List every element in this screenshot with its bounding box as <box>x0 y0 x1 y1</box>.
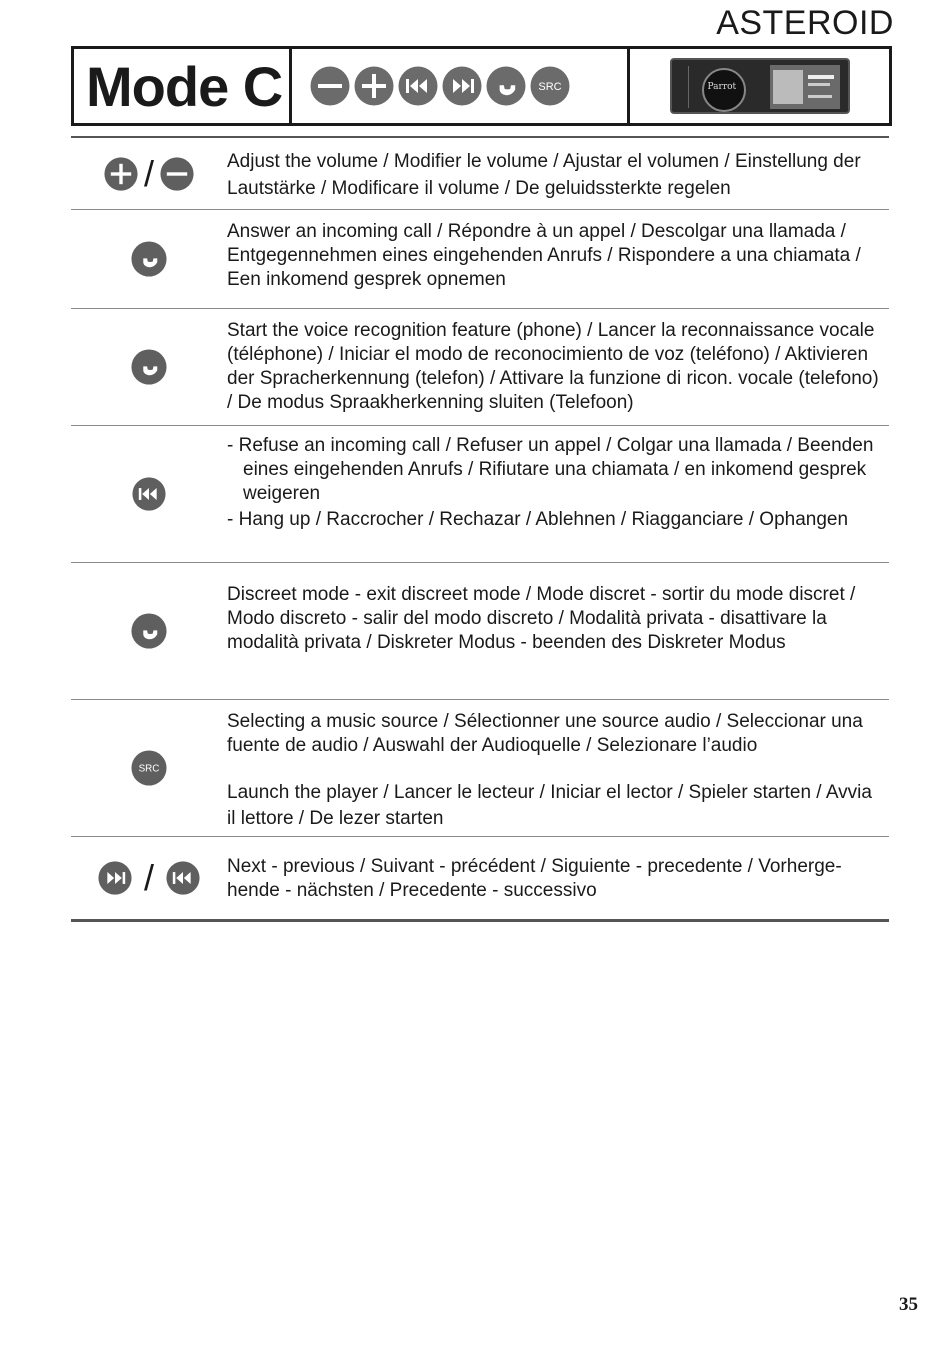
device-knob <box>702 68 746 112</box>
next-icon <box>442 66 482 106</box>
row-icons <box>71 563 227 699</box>
table-row-source <box>71 700 889 837</box>
row-icons <box>71 700 227 836</box>
device-image <box>670 58 850 114</box>
row-text: Start the voice recognition feature (phone) / Lancer la reconnaissance vocale (téléphone) / Iniciar el modo de reconocimiento de voz (teléfono) / Aktivieren der Spracherkennung (telefon) / Attivare la funzione di ricon. vocale (telefono) / De modus Spraakherkenning sluiten (Telefoon) <box>227 320 879 413</box>
row-icons <box>71 426 227 562</box>
row-description <box>227 700 889 836</box>
device-side-buttons <box>676 66 689 108</box>
previous-icon <box>166 861 200 895</box>
brand-title: ASTEROID <box>716 4 894 42</box>
row-text: Selecting a music source / Sélectionner une source audio / Seleccionar una fuente de audio / Auswahl der Audioquelle / Selezionare l’audio <box>227 711 863 756</box>
device-text-line <box>808 95 832 98</box>
phone-icon <box>131 241 167 277</box>
function-table <box>71 136 889 922</box>
plus-icon <box>354 66 394 106</box>
minus-icon <box>160 157 194 191</box>
mode-title-cell <box>74 49 292 123</box>
row-bullet: - Refuse an incoming call / Refuser un appel / Colgar una llamada / Beenden eines eingehenden Anrufs / Rifiutare una chiamata / en inkomend gesprek weigeren <box>227 435 874 504</box>
previous-icon <box>132 477 166 511</box>
row-bullet: - Hang up / Raccrocher / Rechazar / Ablehnen / Riagganciare / Ophangen <box>227 509 849 530</box>
icon-separator: / <box>143 152 154 194</box>
row-description <box>227 837 889 919</box>
device-album-art <box>773 70 803 104</box>
next-icon <box>98 861 132 895</box>
device-screen <box>770 65 840 109</box>
row-description <box>227 210 889 308</box>
row-description <box>227 138 889 209</box>
device-image-cell <box>630 49 889 123</box>
table-row-voice-recognition <box>71 309 889 426</box>
icon-separator: / <box>143 857 154 898</box>
row-text: Answer an incoming call / Répondre à un appel / Descolgar una llamada / Entgegennehmen eines eingehenden Anrufs / Rispondere a una chiamata / Een inkomend gesprek opnemen <box>227 221 861 290</box>
src-icon <box>131 750 167 786</box>
table-row-refuse-hangup <box>71 426 889 563</box>
src-icon-label: SRC <box>538 81 562 93</box>
row-description <box>227 426 889 562</box>
table-row-discreet-mode <box>71 563 889 700</box>
phone-icon <box>131 613 167 649</box>
table-row-next-previous <box>71 837 889 919</box>
phone-icon <box>131 349 167 385</box>
mode-title: Mode C <box>86 54 283 118</box>
table-row-volume <box>71 138 889 210</box>
row-text: Launch the player / Lancer le lecteur / Iniciar el lector / Spieler starten / Avvia il lettore / De lezer starten <box>227 782 872 829</box>
row-description <box>227 309 889 425</box>
spacer <box>227 758 885 780</box>
minus-icon <box>310 66 350 106</box>
row-icons <box>71 837 227 919</box>
row-icons <box>71 210 227 308</box>
row-icons <box>71 309 227 425</box>
table-row-answer-call <box>71 210 889 309</box>
plus-icon <box>104 157 138 191</box>
page-number: 35 <box>899 1294 918 1315</box>
row-icons <box>71 138 227 209</box>
device-text-line <box>808 75 834 79</box>
row-text: Adjust the volume / Modifier le volume / Ajustar el volumen / Einstellung der Lautstärke / Modificare il volume / De geluidssterkte regelen <box>227 151 861 199</box>
mode-icons-cell <box>292 49 630 123</box>
mode-header <box>71 46 892 126</box>
src-icon <box>530 66 570 106</box>
row-description <box>227 563 889 699</box>
phone-icon <box>486 66 526 106</box>
previous-icon <box>398 66 438 106</box>
row-text: Next - previous / Suivant - précédent / Siguiente - precedente / Vorherge-hende - nächsten / Precedente - successivo <box>227 856 842 901</box>
device-text-line <box>808 83 830 86</box>
src-icon-label: SRC <box>138 763 160 775</box>
device-logo: Parrot <box>707 82 737 92</box>
row-text: Discreet mode - exit discreet mode / Mode discret - sortir du mode discret / Modo discreto - salir del modo discreto / Modalità privata - disattivare la modalità privata / Diskreter Modus - beenden des Diskreter Modus <box>227 584 856 653</box>
